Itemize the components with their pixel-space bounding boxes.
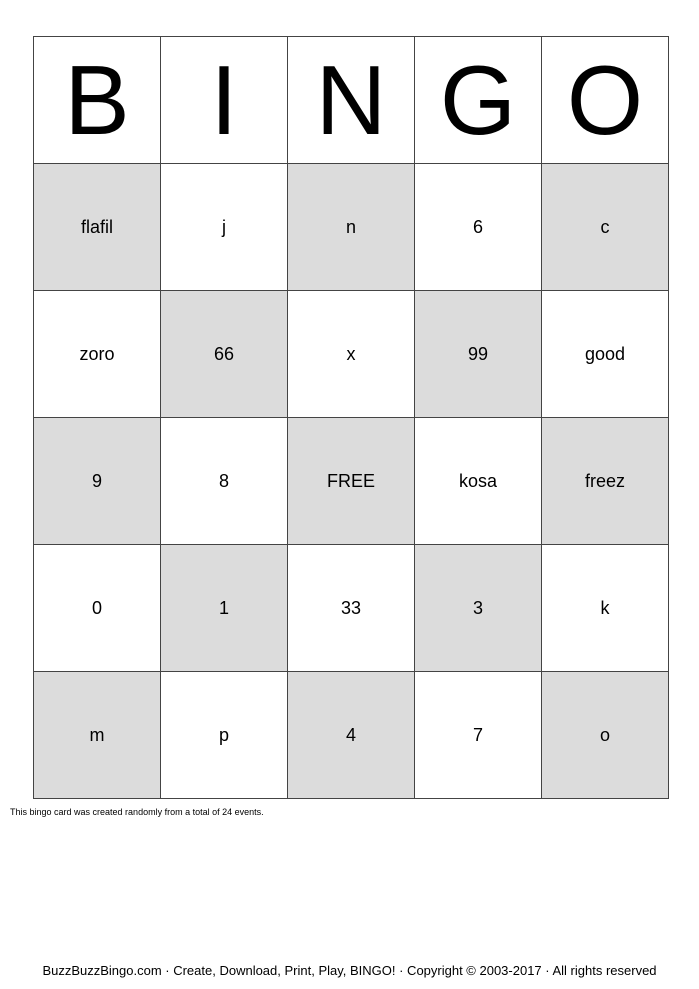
bingo-cell: 66 [161, 291, 288, 418]
bingo-cell: 1 [161, 545, 288, 672]
bingo-cell: 3 [415, 545, 542, 672]
bingo-cell: p [161, 672, 288, 799]
bingo-cell: freez [542, 418, 669, 545]
bingo-cell: x [288, 291, 415, 418]
bingo-header-row [34, 37, 669, 164]
bingo-cell: flafil [34, 164, 161, 291]
header-letter-g: G [415, 37, 542, 164]
header-letter-o: O [542, 37, 669, 164]
bingo-cell: 9 [34, 418, 161, 545]
bingo-row-5 [34, 672, 669, 799]
bingo-cell: c [542, 164, 669, 291]
bingo-cell: 4 [288, 672, 415, 799]
free-space-cell: FREE [288, 418, 415, 545]
bingo-cell: 7 [415, 672, 542, 799]
card-note: This bingo card was created randomly from a total of 24 events. [10, 807, 264, 817]
bingo-row-2 [34, 291, 669, 418]
header-letter-b: B [34, 37, 161, 164]
bingo-cell: zoro [34, 291, 161, 418]
bingo-cell: j [161, 164, 288, 291]
header-letter-n: N [288, 37, 415, 164]
bingo-row-4 [34, 545, 669, 672]
bingo-cell: kosa [415, 418, 542, 545]
bingo-cell: k [542, 545, 669, 672]
bingo-cell: n [288, 164, 415, 291]
bingo-cell: 0 [34, 545, 161, 672]
bingo-cell: 8 [161, 418, 288, 545]
bingo-cell: m [34, 672, 161, 799]
bingo-card [33, 36, 669, 799]
header-letter-i: I [161, 37, 288, 164]
bingo-cell: 33 [288, 545, 415, 672]
bingo-cell: good [542, 291, 669, 418]
bingo-cell: 6 [415, 164, 542, 291]
bingo-cell: o [542, 672, 669, 799]
page-footer: BuzzBuzzBingo.com · Create, Download, Print, Play, BINGO! · Copyright © 2003-2017 · All rights reserved [42, 963, 657, 978]
bingo-row-3 [34, 418, 669, 545]
bingo-row-1 [34, 164, 669, 291]
bingo-cell: 99 [415, 291, 542, 418]
